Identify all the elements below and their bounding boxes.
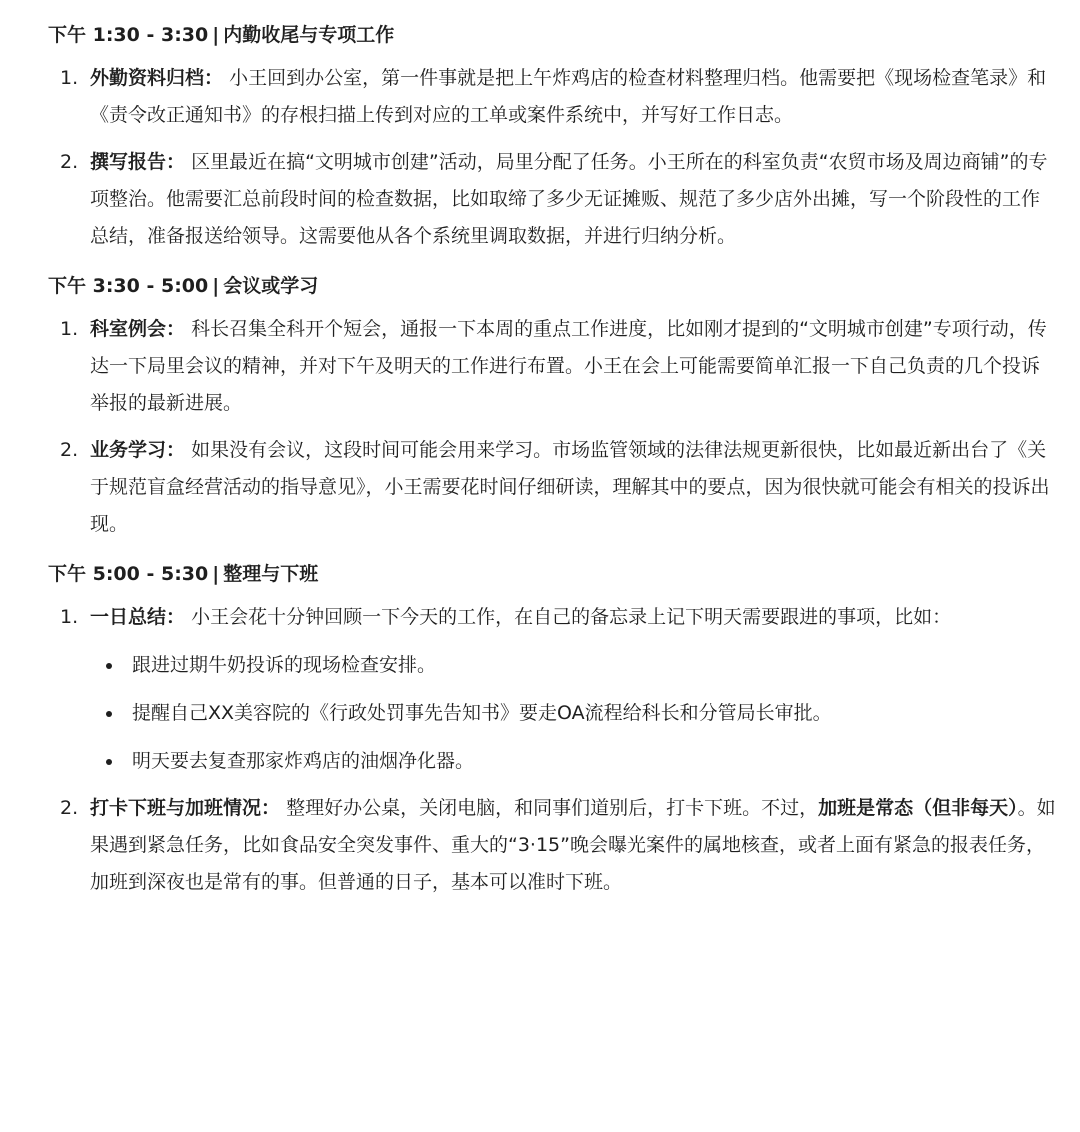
section-heading bbox=[48, 273, 1056, 299]
list-number: 1. bbox=[60, 67, 79, 89]
item-text: 如果没有会议，这段时间可能会用来学习。市场监管领域的法律法规更新很快，比如最近新出台了《关于规范盲盒经营活动的指导意见》，小王需要花时间仔细研读，理解其中的要点，因为很快就可能会有相关的投诉出现。 bbox=[90, 439, 1050, 535]
numbered-list bbox=[48, 599, 1056, 901]
list-number: 2. bbox=[60, 151, 79, 173]
item-text: 小王回到办公室，第一件事就是把上午炸鸡店的检查材料整理归档。他需要把《现场检查笔录》和《责令改正通知书》的存根扫描上传到对应的工单或案件系统中，并写好工作日志。 bbox=[90, 67, 1047, 126]
section-time: 下午 3:30 - 5:00 bbox=[48, 275, 209, 297]
bullet-text: 跟进过期牛奶投诉的现场检查安排。 bbox=[132, 654, 437, 676]
bullet-dot-icon bbox=[106, 711, 112, 717]
numbered-list bbox=[48, 60, 1056, 255]
list-item bbox=[48, 432, 1056, 543]
bullet-item bbox=[90, 647, 1056, 684]
list-number: 2. bbox=[60, 439, 79, 461]
section-afternoon-1 bbox=[48, 22, 1056, 255]
list-item bbox=[48, 599, 1056, 780]
numbered-list bbox=[48, 311, 1056, 543]
list-item bbox=[48, 60, 1056, 134]
list-number: 1. bbox=[60, 606, 79, 628]
item-text: 科长召集全科开个短会，通报一下本周的重点工作进度，比如刚才提到的“文明城市创建”专项行动，传达一下局里会议的精神，并对下午及明天的工作进行布置。小王在会上可能需要简单汇报一下自己负责的几个投诉举报的最新进展。 bbox=[90, 318, 1047, 414]
section-heading bbox=[48, 22, 1056, 48]
list-number: 1. bbox=[60, 318, 79, 340]
item-label: 撰写报告： bbox=[90, 151, 186, 173]
list-number: 2. bbox=[60, 797, 79, 819]
section-title: 会议或学习 bbox=[223, 275, 319, 297]
section-title: 内勤收尾与专项工作 bbox=[223, 24, 395, 46]
section-time: 下午 1:30 - 3:30 bbox=[48, 24, 209, 46]
bullet-dot-icon bbox=[106, 663, 112, 669]
bullet-text: 提醒自己XX美容院的《行政处罚事先告知书》要走OA流程给科长和分管局长审批。 bbox=[132, 702, 832, 724]
bullet-item bbox=[90, 695, 1056, 732]
bullet-text: 明天要去复查那家炸鸡店的油烟净化器。 bbox=[132, 750, 475, 772]
section-time: 下午 5:00 - 5:30 bbox=[48, 563, 209, 585]
section-heading bbox=[48, 561, 1056, 587]
list-item bbox=[48, 144, 1056, 255]
bullet-item bbox=[90, 743, 1056, 780]
item-label: 科室例会： bbox=[90, 318, 186, 340]
item-label: 业务学习： bbox=[90, 439, 186, 461]
section-afternoon-3 bbox=[48, 561, 1056, 901]
section-title: 整理与下班 bbox=[223, 563, 319, 585]
heading-separator: | bbox=[212, 275, 220, 297]
bullet-list bbox=[90, 647, 1056, 780]
section-afternoon-2 bbox=[48, 273, 1056, 543]
item-text-after: 。如果遇到紧急任务，比如食品安全突发事件、重大的“3·15”晚会曝光案件的属地核查，或者上面有紧急的报表任务，加班到深夜也是常有的事。但普通的日子，基本可以准时下班。 bbox=[90, 797, 1056, 893]
heading-separator: | bbox=[212, 24, 220, 46]
list-item bbox=[48, 311, 1056, 422]
bullet-dot-icon bbox=[106, 759, 112, 765]
item-label: 打卡下班与加班情况： bbox=[90, 797, 281, 819]
item-label: 一日总结： bbox=[90, 606, 186, 628]
item-text: 区里最近在搞“文明城市创建”活动，局里分配了任务。小王所在的科室负责“农贸市场及周边商铺”的专项整治。他需要汇总前段时间的检查数据，比如取缔了多少无证摊贩、规范了多少店外出摊，写一个阶段性的工作总结，准备报送给领导。这需要他从各个系统里调取数据，并进行归纳分析。 bbox=[90, 151, 1048, 247]
item-label: 外勤资料归档： bbox=[90, 67, 224, 89]
item-text: 整理好办公桌，关闭电脑，和同事们道别后，打卡下班。不过， bbox=[286, 797, 819, 819]
item-emphasis: 加班是常态（但非每天） bbox=[818, 797, 1018, 819]
list-item bbox=[48, 790, 1056, 901]
heading-separator: | bbox=[212, 563, 220, 585]
item-text: 小王会花十分钟回顾一下今天的工作，在自己的备忘录上记下明天需要跟进的事项，比如： bbox=[191, 606, 952, 628]
